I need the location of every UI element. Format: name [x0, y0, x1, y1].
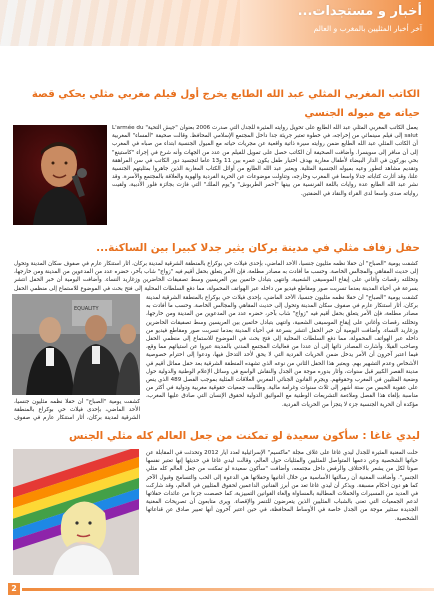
banner-decoration	[0, 0, 240, 46]
rainbow-flag-photo-icon	[13, 449, 139, 575]
article1-body: يعمل الكاتب المغربي المثلي عبد الله الطايع على تحويل روايته المثيرة للجدل التي صدرت 2006 بعنوان "جيش التحية" L'armée du salut إلى فيلم سينمائي من إخراجه، في خطوة تعتبر جريئة جدا داخل المجتمع الإسلامي المحافظ. وقالت صحيفة "المساء" المغربية أن الكاتب المثلي عبد الله الطايع ضمن روايته سيرة ذاتية واقعية عن مجريات حياته مع الميول الجنسية ابتداء من صباه في المغرب إلى أن سافر إلى سويسرا. وأضافت الصحيفة أن الكاتب حصل على تمويل للفيلم من عدد من الجهات وأنه شرع في إجراء "كاستينغ" بحي بوركون في الدار البيضاء لأطفال مغاربة بهدف اختيار طفل يكون عمره بين 11 و13 عاما لتجسيد دور الكاتب في سن المراهقة وتقديم مشاهد لتطور وعيه بميوله الجنسية المثلية. ويعتبر عبد الله الطايع من أوائل الكتاب المغاربة الذين جاهروا بمثليتهم الجنسية علنا، وقد أثارت كتاباته جدلا واسعا في المغرب وخارجه، وتناولت موضوعات عن الحرية الفردية والهوية والعلاقة بالمجتمع والأسرة. وقد نشر عبد الله الطايع عدة روايات باللغة الفرنسية من بينها "أحمر الطربوش" و"يوم الملك" التي فازت بجائزة فلور الأدبية، ولقيت رواياته صدى واسعا لدى القراء والنقاد في الضفتين.	[112, 125, 418, 197]
article1-title-line1: الكاتب المغربي المثلي عبد الله الطايع يخرج أول فيلم مغربي مثلي يحكي قصة	[31, 89, 420, 100]
page-number: 2	[8, 583, 20, 595]
article1-title-line2: حياته مع ميوله الجنسي	[304, 108, 420, 119]
banner-title: أخبار و مستجدات...	[297, 4, 422, 19]
article3-title[interactable]: ليدي غاغا : سأكون سعيدة لو تمكنت من جعل العالم كله مثلي الجنس	[68, 430, 420, 442]
svg-text:EQUALITY: EQUALITY	[74, 306, 99, 312]
article1-photo	[13, 125, 107, 225]
article2-body-bottom: كشفت يومية "الصباح" أن حفلا نظمه مثليون جنسيا، الأحد الماضي، بإحدى فيلات حي بوكراع بالمنطقة الشرقية لمدينة بركان، أثار استنكار عارم في صفوف	[14, 399, 140, 422]
article2-body-main: كشفت يومية "الصباح" أن حفلا نظمه مثليون جنسيا، الأحد الماضي، بإحدى فيلات حي بوكراع بالمنطقة الشرقية لمدينة بركان، أثار استنكار عارم في صفوف سكان المدينة وتحول إلى حديث المقاهي والمجالس الخاصة. وحسب ما أفادت به مصادر مطلعة، فإن الأمر يتعلق بحفل أقيم فيه "زواج" شاب بآخر، حضره عدد من المدعوين من المدينة ومن خارجها، وتخللته رقصات وأغاني على إيقاع الموسيقى الشعبية، وانتهى بتبادل خاتمين بين العريسين وسط تصفيقات الحاضرين وزغاريد النساء. وأضافت اليومية أن خبر الحفل انتشر بسرعة في أحياء المدينة بعدما تسربت صور ومقاطع فيديو من داخله عبر الهواتف المحمولة، مما دفع السلطات المحلية إلى فتح بحث في الموضوع للاستماع إلى منظمي الحفل وصاحب الفيلا. وأشارت المصادر ذاتها إلى أن عددا من فعاليات المجتمع المدني بالمدينة عبروا عن استيائهم مما وقع، فيما اعتبر آخرون أن الأمر يدخل ضمن الحريات الفردية التي لا يحق لأحد التدخل فيها، ودعوا إلى احترام خصوصية الأشخاص وعدم التشهير بهم. ويعتبر هذا الحفل الثاني من نوعه الذي تشهده المنطقة الشرقية بعد حفل مماثل أقيم في مدينة القصر الكبير قبل سنوات، وأثار بدوره موجة من الجدل والنقاش الواسع في وسائل الإعلام الوطنية والدولية حول وضعية المثليين في المغرب وحقوقهم. ويجرم القانون الجنائي المغربي العلاقات المثلية بموجب الفصل 489 الذي ينص على عقوبة الحبس من ستة أشهر إلى ثلاث سنوات وغرامة مالية. وطالبت جمعيات حقوقية مغربية ودولية في أكثر من مناسبة بإلغاء هذا الفصل وملاءمة التشريعات الوطنية مع المواثيق الدولية لحقوق الإنسان التي صادق عليها المغرب، مؤكدة أن الحرية الجنسية جزء لا يتجزأ من الحريات الفردية.	[146, 295, 418, 408]
wedding-photo-icon	[12, 294, 140, 395]
article2-title[interactable]: حفل زفاف مثلي في مدينة بركان يثير جدلا كبيرا بين الساكنة...	[96, 242, 420, 254]
singer-photo-icon	[13, 125, 107, 225]
article2-photo	[12, 294, 140, 395]
footer-bar	[22, 588, 434, 591]
banner-subtitle: آخر أخبار المثليين بالمغرب و العالم	[313, 24, 422, 33]
article3-photo	[13, 449, 139, 575]
section-banner	[0, 0, 434, 46]
article1-title[interactable]	[14, 87, 420, 122]
article3-body: حلت المغنية المثيرة للجدل ليدي غاغا على غلاف مجلة "ماكسيم" الإسرائيلية لعدد أيار 2012 وتحدثت في المقابلة عن حياتها الشخصية وعن دعمها المتواصل للمثليين والمثليات حول العالم، وقالت ليدي غاغا في حديثها إنها تعتبر نفسها صوتا لكل من يشعر بالاختلاف والرفض داخل مجتمعه، وأضافت "سأكون سعيدة لو تمكنت من جعل العالم كله مثلي الجنس". وأضافت المغنية أن رسالتها الأساسية من خلال أغانيها وحفلاتها هي الدعوة إلى الحب والتسامح وقبول الآخر كما هو دون أحكام مسبقة. ويذكر أن ليدي غاغا تعد من أبرز الفنانين الداعمين لحقوق المثليين في العالم، وقد شاركت في العديد من المسيرات والحملات المطالبة بالمساواة وإلغاء القوانين التمييزية، كما خصصت جزءا من عائدات حفلاتها لدعم الجمعيات التي تعنى بالشباب المثليين الذين يتعرضون للتنمر والإقصاء. ويرى متابعون أن تصريحات المغنية الجديدة ستثير موجة من الجدل خاصة في الأوساط المحافظة، في حين اعتبر آخرون أنها تعبير صادق عن قناعاتها الشخصية.	[146, 450, 418, 522]
article2-body-top: كشفت يومية "الصباح" أن حفلا نظمه مثليون جنسيا، الأحد الماضي، بإحدى فيلات حي بوكراع بالمنطقة الشرقية لمدينة بركان، أثار استنكار عارم في صفوف سكان المدينة وتحول إلى حديث المقاهي والمجالس الخاصة. وحسب ما أفادت به مصادر مطلعة، فإن الأمر يتعلق بحفل أقيم فيه "زواج" شاب بآخر، حضره عدد من المدعوين من المدينة ومن خارجها، وتخللته رقصات وأغاني على إيقاع الموسيقى الشعبية، وانتهى بتبادل خاتمين بين العريسين وسط تصفيقات الحاضرين وزغاريد النساء. وأضافت اليومية أن خبر الحفل انتشر بسرعة في أحياء المدينة بعدما تسربت صور ومقاطع فيديو من داخله عبر الهواتف المحمولة، مما دفع السلطات المحلية إلى فتح بحث في الموضوع للاستماع إلى منظمي الحفل	[14, 261, 418, 292]
